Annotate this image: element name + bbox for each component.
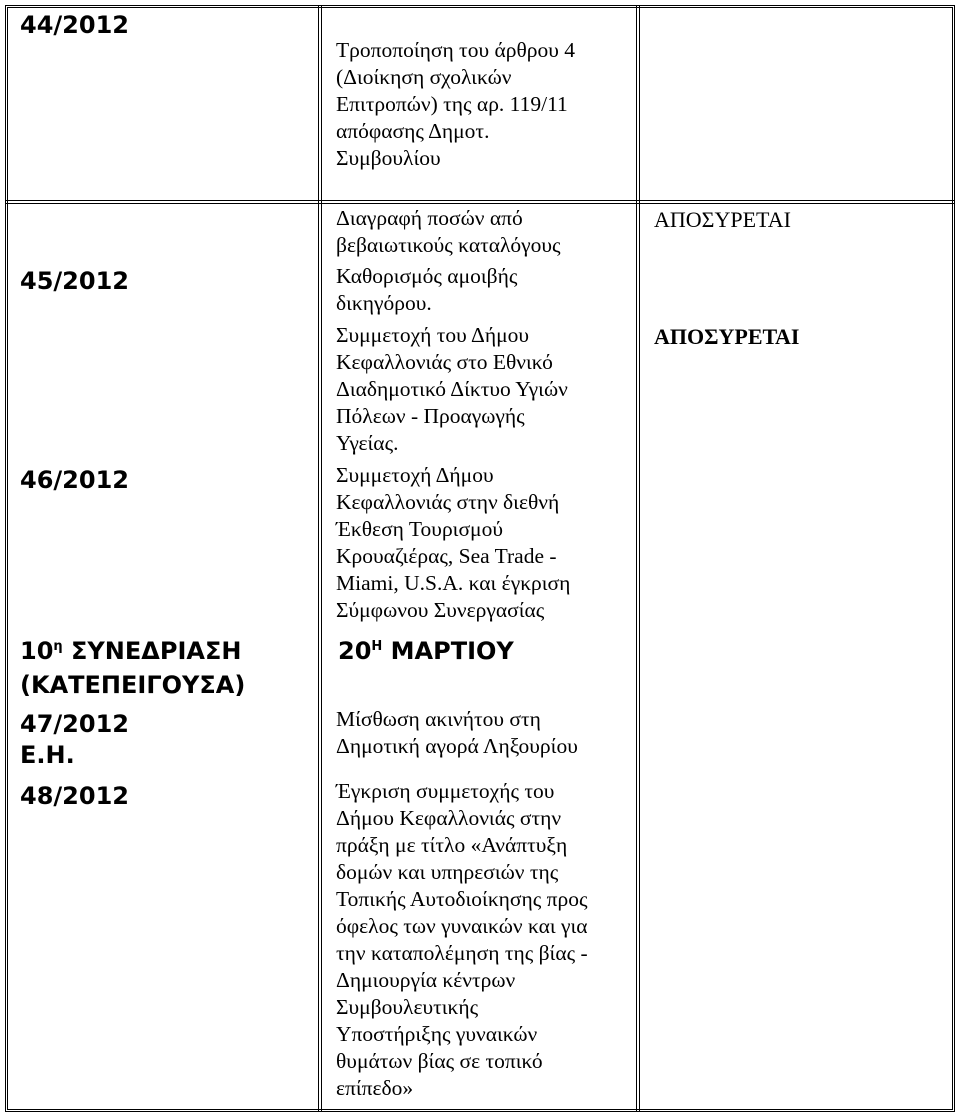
- subject-line: Δήμου Κεφαλλονιάς στην: [336, 806, 562, 830]
- decision-subject-deletion: [336, 205, 561, 259]
- subject-line: Μίσθωση ακινήτου στη: [336, 707, 541, 731]
- decision-subject-48: [336, 778, 588, 1102]
- decision-subject-44: [336, 37, 575, 172]
- session-heading: [20, 637, 245, 699]
- subject-line: Έκθεση Τουρισμού: [336, 517, 503, 541]
- subject-line: (Διοίκηση σχολικών: [336, 65, 512, 89]
- subject-line: θυμάτων βίας σε τοπικό: [336, 1049, 543, 1073]
- decision-subject-46: [336, 462, 570, 624]
- row-divider-1: [5, 200, 955, 201]
- subject-line: Υγείας.: [336, 431, 399, 455]
- subject-line: όφελος των γυναικών και για: [336, 914, 588, 938]
- subject-line: Επιτροπών) της αρ. 119/11: [336, 92, 568, 116]
- subject-line: επίπεδο»: [336, 1076, 414, 1100]
- subject-line: Δημιουργία κέντρων: [336, 968, 516, 992]
- subject-line: Συμβουλευτικής: [336, 995, 479, 1019]
- decision-number-47: [20, 710, 129, 769]
- decision-subject-healthy-cities: [336, 322, 568, 457]
- decision-number-45: 45/2012: [20, 267, 129, 295]
- subject-line: Miami, U.S.A. και έγκριση: [336, 571, 571, 595]
- subject-line: Συμμετοχή του Δήμου: [336, 323, 530, 347]
- decision-number: 47/2012: [20, 710, 129, 738]
- subject-line: απόφασης Δημοτ.: [336, 119, 490, 143]
- subject-line: Διαγραφή ποσών από: [336, 206, 523, 230]
- subject-line: Τοπικής Αυτοδιοίκησης προς: [336, 887, 588, 911]
- column-divider-1: [318, 5, 319, 1112]
- subject-line: Δημοτική αγορά Ληξουρίου: [336, 734, 578, 758]
- subject-line: πράξη με τίτλο «Ανάπτυξη: [336, 833, 568, 857]
- column-divider-2: [636, 5, 637, 1112]
- subject-line: βεβαιωτικούς καταλόγους: [336, 233, 561, 257]
- status-withdrawn-2: ΑΠΟΣΥΡΕΤΑΙ: [654, 324, 800, 349]
- subject-line: Διαδημοτικό Δίκτυο Υγιών: [336, 377, 568, 401]
- subject-line: δομών και υπηρεσιών της: [336, 860, 559, 884]
- subject-line: Σύμφωνου Συνεργασίας: [336, 598, 545, 622]
- subject-line: Έγκριση συμμετοχής του: [336, 779, 555, 803]
- subject-line: δικηγόρου.: [336, 291, 432, 315]
- subject-line: Τροποποίηση του άρθρου 4: [336, 38, 576, 62]
- subject-line: Κεφαλλονιάς στην διεθνή: [336, 490, 560, 514]
- session-title: $10^\eta$ ΣΥΝΕΔΡΙΑΣΗ: [20, 637, 242, 665]
- decision-number-44: 44/2012: [20, 11, 129, 39]
- session-type: (ΚΑΤΕΠΕΙΓΟΥΣΑ): [20, 671, 246, 699]
- subject-line: Υποστήριξης γυναικών: [336, 1022, 538, 1046]
- subject-line: Πόλεων - Προαγωγής: [336, 404, 525, 428]
- decision-number-46: 46/2012: [20, 466, 129, 494]
- subject-line: Κρουαζιέρας, Sea Trade -: [336, 544, 557, 568]
- subject-line: Συμβουλίου: [336, 146, 441, 170]
- session-date: $20^H$ ΜΑΡΤΙΟΥ: [338, 637, 514, 665]
- subject-line: Κεφαλλονιάς στο Εθνικό: [336, 350, 553, 374]
- decision-subject-45: [336, 263, 517, 317]
- decision-subject-47: [336, 706, 578, 760]
- decision-number-48: 48/2012: [20, 782, 129, 810]
- subject-line: την καταπολέμηση της βίας -: [336, 941, 588, 965]
- status-withdrawn-1: ΑΠΟΣΥΡΕΤΑΙ: [654, 207, 791, 232]
- subject-line: Καθορισμός αμοιβής: [336, 264, 518, 288]
- decision-number-note: Ε.Η.: [20, 741, 75, 769]
- subject-line: Συμμετοχή Δήμου: [336, 463, 494, 487]
